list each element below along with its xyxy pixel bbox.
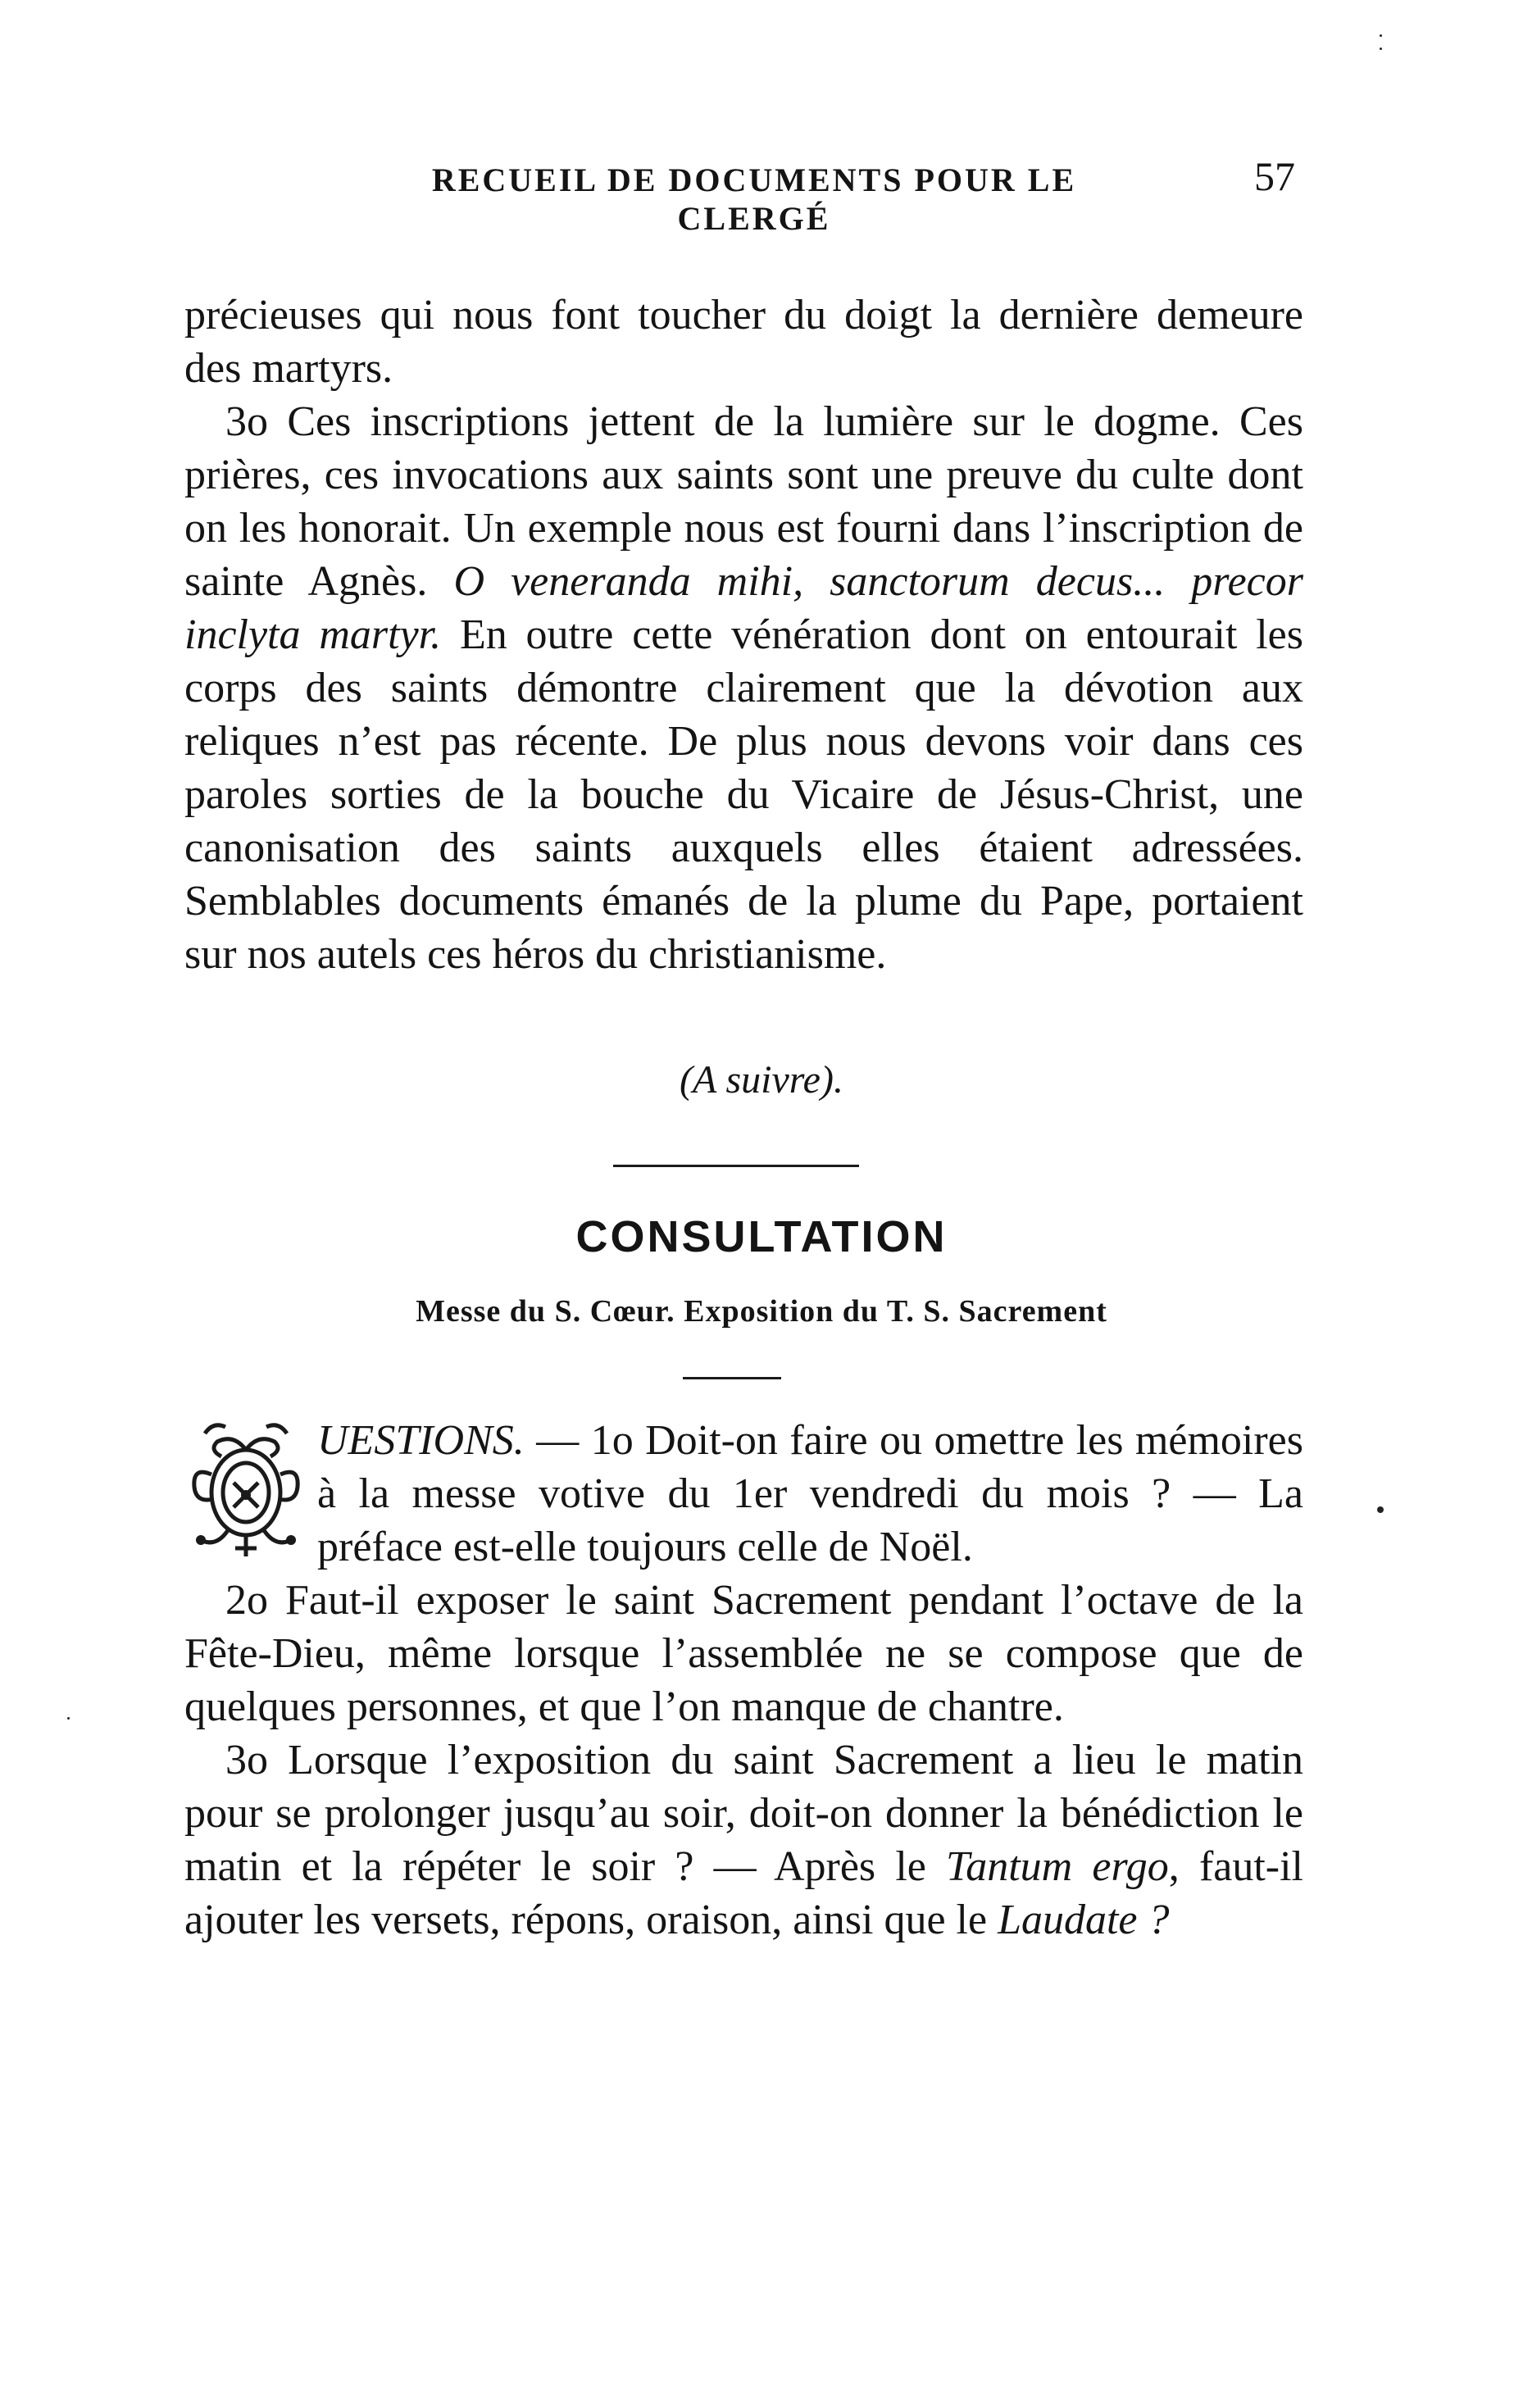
article-continuation [184,289,1303,981]
question-text: 3o Lorsque l’exposition du saint Sacrement a lieu le matin pour se prolonger jusqu’au soir, doit-on donner la bénédiction le matin et la répéter le soir ? — Après le [184,1737,1303,1890]
dropcap-letter [184,1417,307,1569]
print-speck [1380,34,1382,37]
section-subtitle: Messe du S. Cœur. Exposition du T. S. Sacrement [416,1294,1107,1329]
to-be-continued: (A suivre). [680,1058,843,1102]
question-text: — 1o Doit-on faire ou omettre les mémoires à la messe votive du 1er vendredi du mois ? — La préface est-elle toujours celle de Noël. [317,1417,1303,1570]
running-head: RECUEIL DE DOCUMENTS POUR LE CLERGÉ [431,161,1077,237]
paragraph: précieuses qui nous font toucher du doigt la dernière demeure des martyrs. [184,292,1303,392]
questions-heading: UESTIONS. [317,1417,525,1464]
latin-quote: O veneranda mihi, sanctorum decus... precor inclyta martyr. [184,558,1303,658]
subtitle-divider [683,1377,781,1379]
print-speck [67,1717,70,1720]
latin-term: Laudate ? [998,1897,1170,1943]
question-1 [184,1414,1303,1574]
paragraph-text: En outre cette vénération dont on entourait les corps des saints démontre clairement que la dévotion aux reliques n’est pas récente. De plus nous devons voir dans ces paroles sorties de la bouche du Vicaire de Jésus-Christ, une canonisation des saints auxquels elles étaient adressées. Semblables documents émanés de la plume du Pape, portaient sur nos autels ces héros du christianisme. [184,611,1303,978]
paragraph-text: 3o Ces inscriptions jettent de la lumière sur le dogme. Ces prières, ces invocations aux saints sont une preuve du culte dont on les honorait. Un exemple nous est fourni dans l’inscription de sainte Agnès. [184,398,1303,605]
question-2: 2o Faut-il exposer le saint Sacrement pendant l’octave de la Fête-Dieu, même lorsque l’assemblée ne se compose que de quelques personnes, et que l’on manque de chantre. [184,1577,1303,1730]
latin-term: Tantum ergo [946,1843,1169,1890]
section-divider [613,1165,859,1167]
section-title: CONSULTATION [575,1212,948,1261]
paragraph [184,395,1303,981]
question-3 [184,1733,1303,1947]
question-text: , faut-il ajouter les versets, répons, oraison, ainsi que le [184,1843,1303,1943]
print-speck [1380,48,1382,50]
print-speck [1377,1506,1384,1513]
page-number: 57 [1254,153,1295,199]
consultation-questions [184,1414,1303,1947]
ornamental-initial [184,1417,307,1569]
